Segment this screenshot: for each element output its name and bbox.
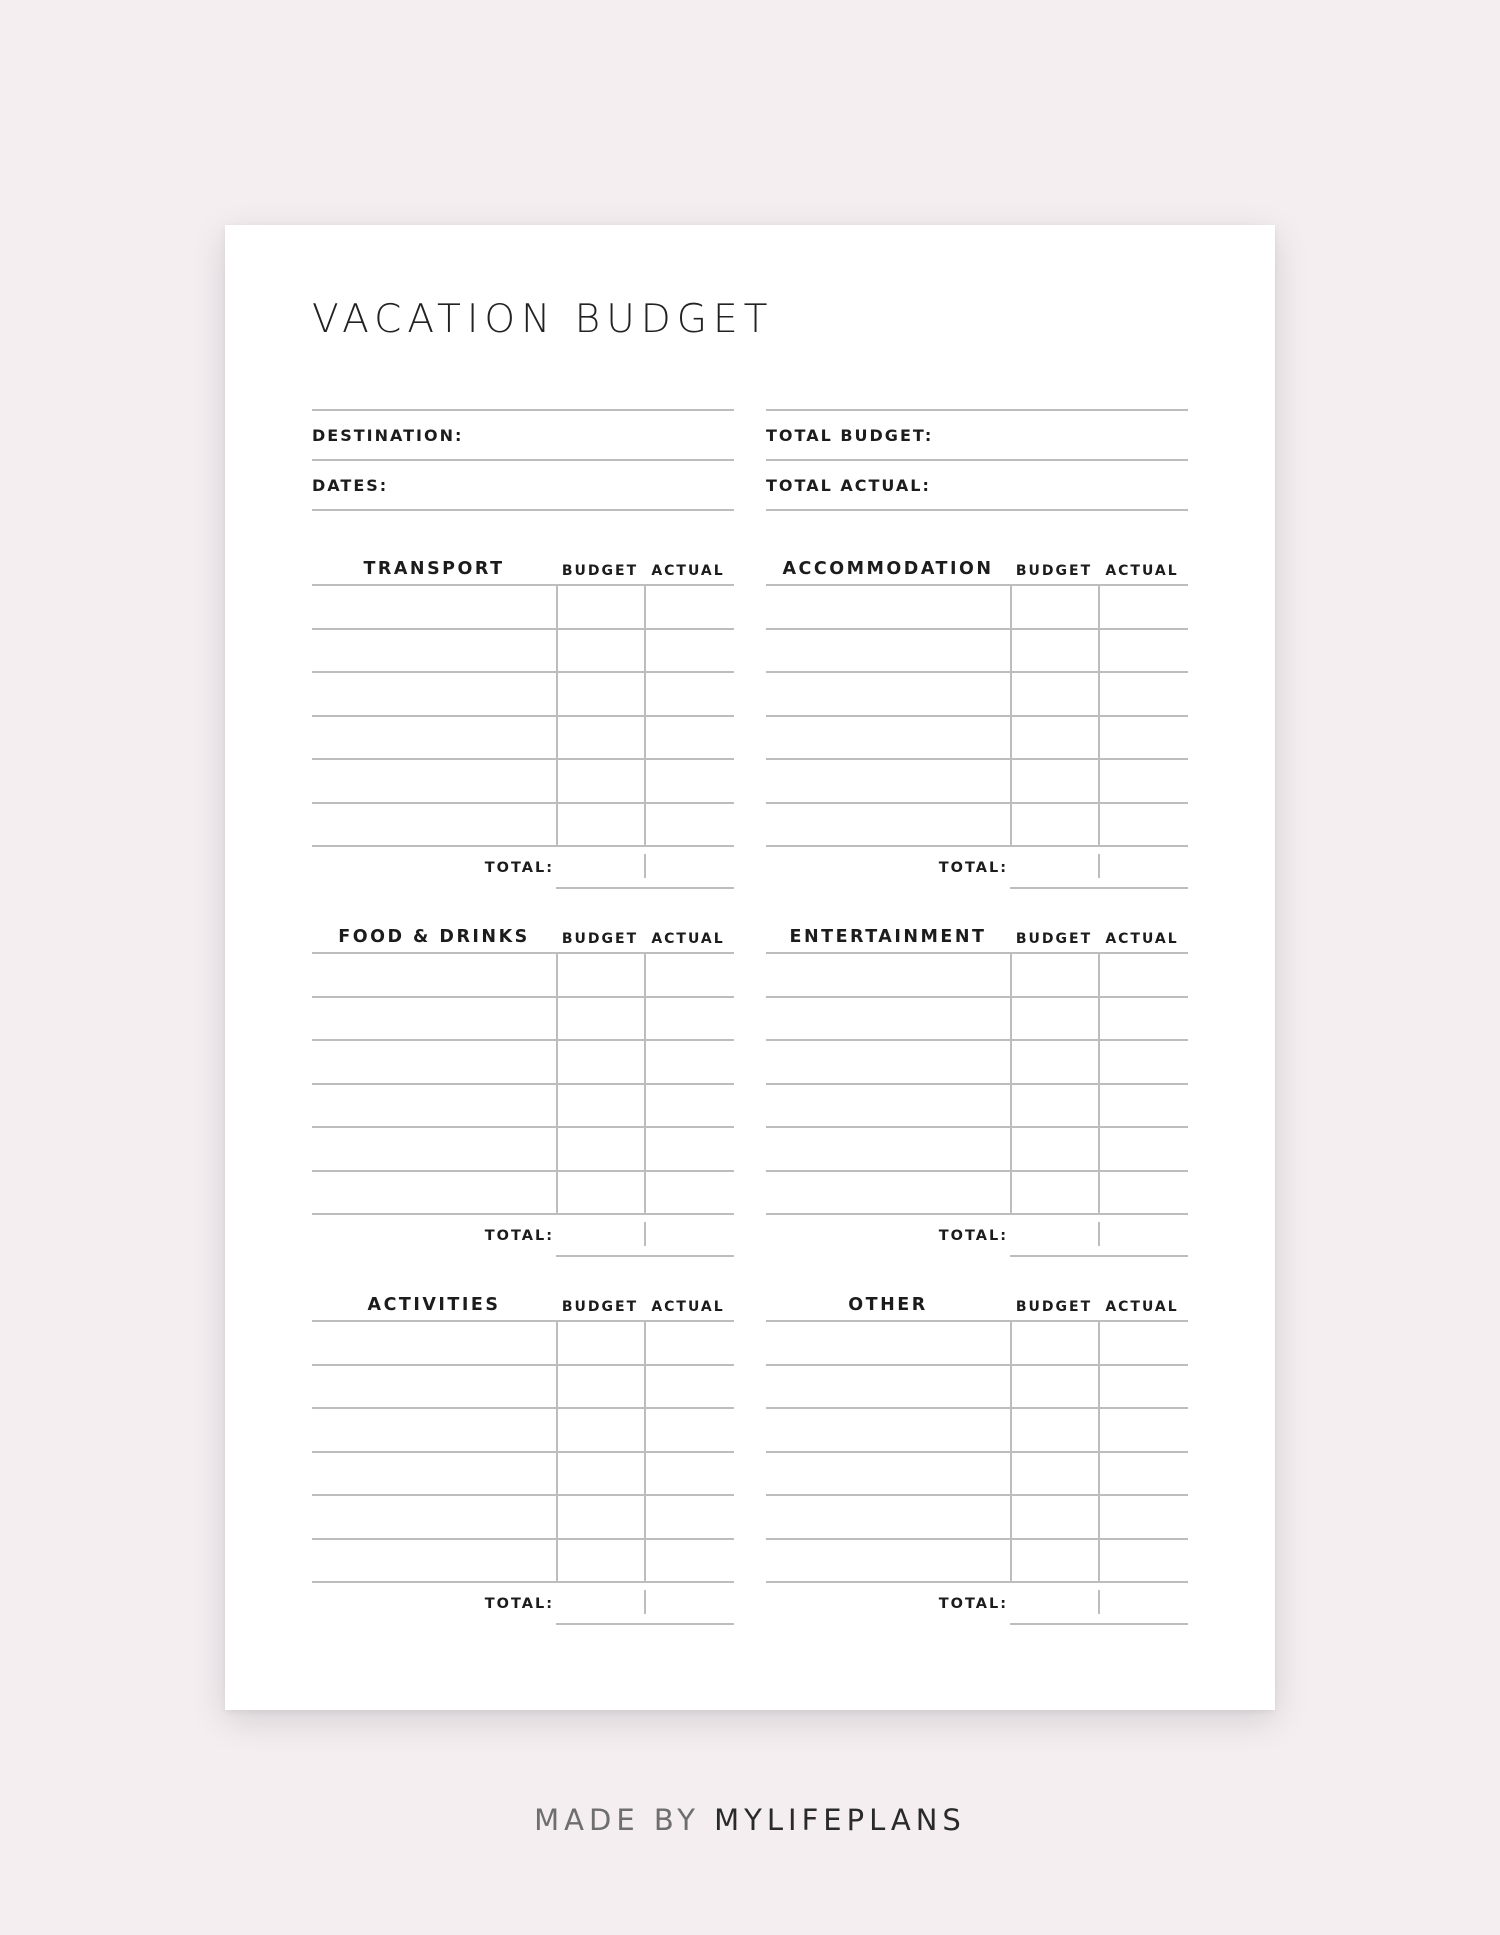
- table-row[interactable]: [312, 1364, 734, 1366]
- total-budget-field[interactable]: [766, 459, 1188, 461]
- section-header-rule: [312, 952, 734, 954]
- section-title-food-and-drinks: FOOD & DRINKS: [338, 927, 530, 947]
- total-label: TOTAL:: [484, 1596, 554, 1612]
- table-row[interactable]: [312, 1538, 734, 1540]
- total-actual-field[interactable]: [766, 509, 1188, 511]
- total-label: TOTAL:: [938, 1596, 1008, 1612]
- section-title-transport: TRANSPORT: [363, 559, 505, 579]
- table-row[interactable]: [312, 758, 734, 760]
- table-row[interactable]: [312, 1039, 734, 1041]
- table-row[interactable]: [766, 1170, 1188, 1172]
- table-row[interactable]: [312, 845, 734, 847]
- table-row[interactable]: [766, 1407, 1188, 1409]
- budget-column-header: BUDGET: [561, 931, 639, 947]
- column-divider: [644, 1590, 646, 1614]
- section-title-accommodation: ACCOMMODATION: [782, 559, 994, 579]
- section-title-other: OTHER: [848, 1295, 928, 1315]
- budget-column-header: BUDGET: [1015, 1299, 1093, 1315]
- column-divider: [644, 854, 646, 878]
- table-row[interactable]: [766, 715, 1188, 717]
- total-field[interactable]: [1010, 1623, 1188, 1625]
- table-row[interactable]: [312, 1083, 734, 1085]
- budget-column-header: BUDGET: [561, 563, 639, 579]
- column-divider: [556, 952, 558, 1213]
- actual-column-header: ACTUAL: [1105, 563, 1179, 579]
- total-label: TOTAL:: [938, 1228, 1008, 1244]
- destination-label: DESTINATION:: [312, 426, 464, 445]
- column-divider: [1098, 584, 1100, 845]
- info-rule: [766, 409, 1188, 411]
- planner-page: [225, 225, 1275, 1710]
- table-row[interactable]: [766, 1494, 1188, 1496]
- total-actual-label: TOTAL ACTUAL:: [766, 476, 931, 495]
- table-row[interactable]: [312, 1494, 734, 1496]
- table-row[interactable]: [766, 758, 1188, 760]
- table-row[interactable]: [312, 715, 734, 717]
- table-row[interactable]: [766, 996, 1188, 998]
- footer-prefix: MADE BY: [534, 1803, 715, 1837]
- column-divider: [1010, 1320, 1012, 1581]
- total-label: TOTAL:: [484, 860, 554, 876]
- table-row[interactable]: [766, 1126, 1188, 1128]
- dates-label: DATES:: [312, 476, 389, 495]
- actual-column-header: ACTUAL: [1105, 931, 1179, 947]
- table-row[interactable]: [312, 1213, 734, 1215]
- section-title-entertainment: ENTERTAINMENT: [789, 927, 987, 947]
- actual-column-header: ACTUAL: [651, 1299, 725, 1315]
- section-header-rule: [766, 584, 1188, 586]
- budget-column-header: BUDGET: [561, 1299, 639, 1315]
- section-header-rule: [766, 952, 1188, 954]
- table-row[interactable]: [766, 1039, 1188, 1041]
- table-row[interactable]: [766, 1083, 1188, 1085]
- table-row[interactable]: [312, 1126, 734, 1128]
- budget-column-header: BUDGET: [1015, 563, 1093, 579]
- section-header-rule: [766, 1320, 1188, 1322]
- total-budget-label: TOTAL BUDGET:: [766, 426, 934, 445]
- column-divider: [644, 1222, 646, 1246]
- table-row[interactable]: [766, 802, 1188, 804]
- table-row[interactable]: [312, 1581, 734, 1583]
- column-divider: [1098, 1320, 1100, 1581]
- total-field[interactable]: [556, 887, 734, 889]
- destination-field[interactable]: [312, 459, 734, 461]
- table-row[interactable]: [766, 628, 1188, 630]
- total-label: TOTAL:: [938, 860, 1008, 876]
- actual-column-header: ACTUAL: [651, 563, 725, 579]
- table-row[interactable]: [766, 1538, 1188, 1540]
- column-divider: [644, 1320, 646, 1581]
- dates-field[interactable]: [312, 509, 734, 511]
- column-divider: [1010, 952, 1012, 1213]
- total-field[interactable]: [556, 1623, 734, 1625]
- total-field[interactable]: [556, 1255, 734, 1257]
- column-divider: [1010, 584, 1012, 845]
- column-divider: [644, 952, 646, 1213]
- table-row[interactable]: [312, 628, 734, 630]
- column-divider: [1098, 1222, 1100, 1246]
- table-row[interactable]: [766, 1451, 1188, 1453]
- page-title: VACATION BUDGET: [312, 297, 774, 342]
- table-row[interactable]: [312, 996, 734, 998]
- table-row[interactable]: [312, 1170, 734, 1172]
- actual-column-header: ACTUAL: [651, 931, 725, 947]
- footer-credit: [0, 1803, 1500, 1837]
- column-divider: [1098, 952, 1100, 1213]
- table-row[interactable]: [766, 1213, 1188, 1215]
- table-row[interactable]: [766, 671, 1188, 673]
- table-row[interactable]: [766, 1581, 1188, 1583]
- column-divider: [1098, 1590, 1100, 1614]
- budget-column-header: BUDGET: [1015, 931, 1093, 947]
- table-row[interactable]: [312, 1407, 734, 1409]
- column-divider: [644, 584, 646, 845]
- column-divider: [556, 584, 558, 845]
- table-row[interactable]: [312, 1451, 734, 1453]
- table-row[interactable]: [312, 802, 734, 804]
- actual-column-header: ACTUAL: [1105, 1299, 1179, 1315]
- footer-brand: MYLIFEPLANS: [714, 1803, 966, 1837]
- total-field[interactable]: [1010, 1255, 1188, 1257]
- section-header-rule: [312, 1320, 734, 1322]
- total-field[interactable]: [1010, 887, 1188, 889]
- total-label: TOTAL:: [484, 1228, 554, 1244]
- column-divider: [556, 1320, 558, 1581]
- section-title-activities: ACTIVITIES: [367, 1295, 501, 1315]
- table-row[interactable]: [766, 845, 1188, 847]
- section-header-rule: [312, 584, 734, 586]
- table-row[interactable]: [312, 671, 734, 673]
- column-divider: [1098, 854, 1100, 878]
- info-rule: [312, 409, 734, 411]
- table-row[interactable]: [766, 1364, 1188, 1366]
